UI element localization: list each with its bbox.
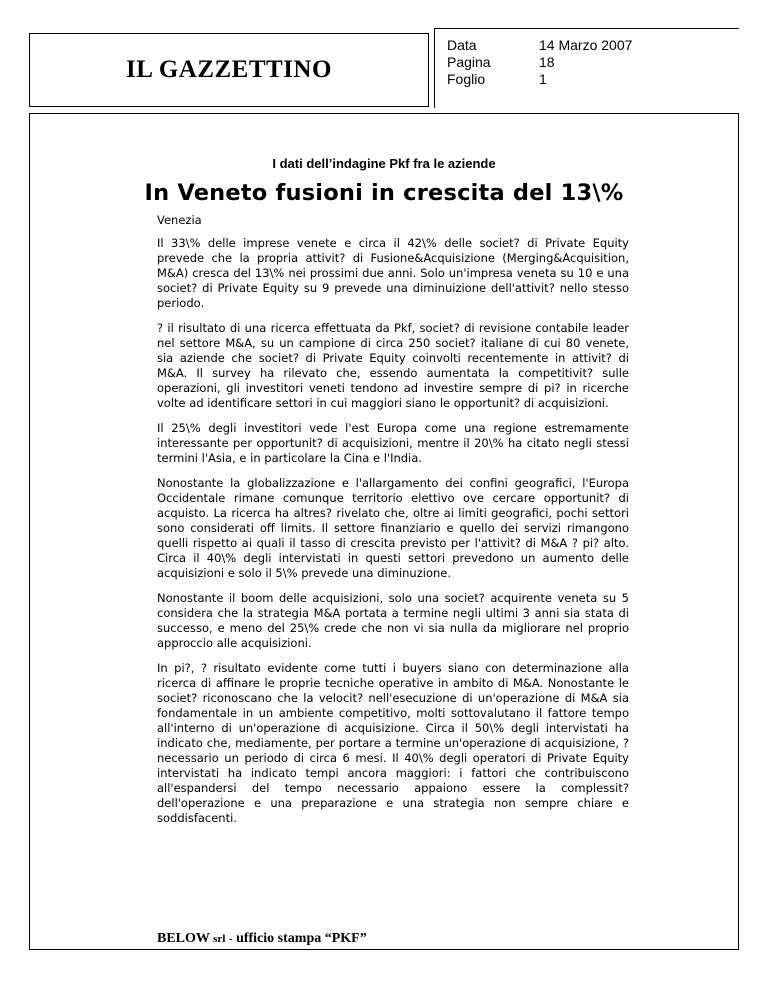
article-body: [157, 213, 629, 836]
date-value: 14 Marzo 2007: [539, 37, 633, 53]
publication-info-box: [434, 28, 739, 108]
footer-separator: -: [228, 933, 233, 945]
footer-label: ufficio stampa “PKF”: [236, 931, 367, 946]
article-paragraph: In pi?, ? risultato evidente come tutti i buyers siano con determinazione alla ricerca di affinare le proprie tecniche operative in ambito di M&A. Nonostante le societ? riconoscano che la velocit? nell'esecuzione di un'operazione di M&A sia fondamentale in un ambiente competitivo, molti sottovalutano il fattore tempo all'interno di un'operazione di acquisizione. Circa il 50\% degli intervistati ha indicato che, mediamente, per portare a termine un'operazione di acquisizione, ? necessario un periodo di circa 6 mesi. Il 40\% degli operatori di Private Equity intervistati ha indicato tempi ancora maggiori: i fattori che contribuiscono all'espandersi del tempo necessario appaiono essere la complessit? dell'operazione e una preparazione e una strategia non sempre chiare e soddisfacenti.: [157, 661, 629, 825]
article-paragraph: Il 33\% delle imprese venete e circa il 42\% delle societ? di Private Equity prevede che la propria attivit? di Fusione&Acquisizione (Merging&Acquisition, M&A) cresca del 13\% nei prossimi due anni. Solo un'impresa veneta su 10 e una societ? di Private Equity su 9 prevede una diminuizione dell'attivit? nello stesso periodo.: [157, 236, 629, 310]
masthead-box: [29, 33, 429, 107]
article-dateline: Venezia: [157, 213, 202, 227]
sheet-label: Foglio: [447, 71, 486, 87]
article-subheadline: I dati dell’indagine Pkf fra le aziende: [272, 156, 496, 171]
footer-suffix: srl: [213, 933, 226, 945]
page-label: Pagina: [447, 54, 491, 70]
article-paragraph: ? il risultato di una ricerca effettuata da Pkf, societ? di revisione contabile leader nel settore M&A, su un campione di circa 250 societ? italiane di cui 80 venete, sia aziende che societ? di Private Equity coinvolti recentemente in attivit? di M&A. Il survey ha rilevato che, essendo aumentata la competitivit? sulle operazioni, gli investitori veneti tendono ad investire sempre di pi? in ricerche volte ad identificare settori in cui maggiori siano le opportunit? di acquisizioni.: [157, 321, 629, 410]
article-paragraph: Il 25\% degli investitori vede l'est Europa come una regione estremamente interessante per opportunit? di acquisizioni, mentre il 20\% ha citato negli stessi termini l'Asia, e in particolare la Cina e l'India.: [157, 421, 629, 465]
press-office-footer: [157, 931, 367, 947]
article-paragraph: Nonostante il boom delle acquisizioni, solo una societ? acquirente veneta su 5 considera che la strategia M&A portata a termine negli ultimi 3 anni sia stata di successo, e meno del 25\% crede che non vi sia nulla da migliorare nel proprio approccio alle acquisizioni.: [157, 591, 629, 650]
date-label: Data: [447, 37, 477, 53]
newspaper-name: IL GAZZETTINO: [126, 56, 332, 83]
article-headline: In Veneto fusioni in crescita del 13\%: [144, 180, 624, 206]
sheet-value: 1: [539, 71, 547, 87]
footer-company: BELOW: [157, 931, 210, 946]
page-value: 18: [539, 54, 555, 70]
article-paragraph: Nonostante la globalizzazione e l'allargamento dei confini geografici, l'Europa Occidentale rimane comunque territorio elettivo ove cercare opportunit? di acquisto. La ricerca ha altres? rivelato che, oltre ai limiti geografici, pochi settori sono considerati off limits. Il settore finanziario e quello dei servizi rimangono quelli rispetto ai quali il tasso di crescita previsto per l'attivit? di M&A ? pi? alto. Circa il 40\% degli intervistati in questi settori prevedono un aumento delle acquisizioni e solo il 5\% prevede una diminuzione.: [157, 476, 629, 580]
